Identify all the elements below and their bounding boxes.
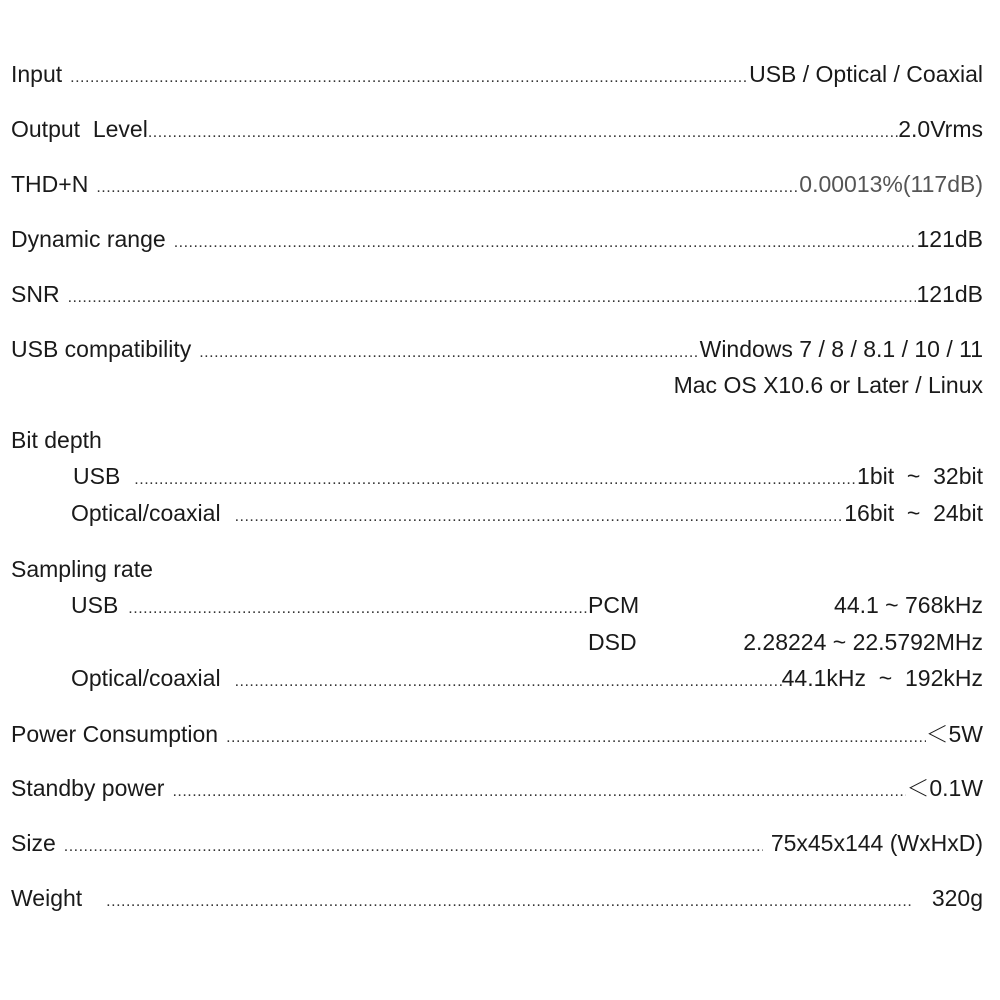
spec-row-power-consumption: [11, 719, 983, 749]
spec-label: Standby power: [11, 775, 165, 801]
dsd-label: DSD: [588, 629, 637, 655]
spec-label: Optical/coaxial: [71, 665, 221, 691]
pcm-value: 44.1 ~ 768kHz: [834, 592, 983, 618]
dot-leader: [128, 594, 588, 624]
section-heading-bit-depth: Bit depth: [11, 427, 102, 453]
section-heading-sampling-rate: Sampling rate: [11, 556, 153, 582]
dot-leader: [235, 667, 782, 697]
spec-value: ＜5W: [925, 721, 983, 747]
spec-row-snr: [11, 279, 983, 309]
dot-leader: [134, 465, 857, 495]
dot-leader: [70, 63, 749, 93]
dot-leader: [174, 228, 917, 258]
pcm-label: PCM: [588, 592, 640, 618]
spec-row-bit-depth-usb: [73, 461, 983, 491]
spec-label: Output Level: [11, 116, 148, 142]
spec-label: USB: [71, 592, 119, 618]
spec-value: 121dB: [916, 226, 983, 252]
dot-leader: [68, 283, 917, 313]
dot-leader: [172, 777, 906, 807]
spec-value: 44.1kHz ~ 192kHz: [781, 665, 983, 691]
dot-leader: [64, 832, 763, 862]
spec-label: Optical/coaxial: [71, 500, 221, 526]
spec-value: ＜0.1W: [906, 775, 983, 801]
spec-value: 320g: [931, 885, 983, 911]
dot-leader: [199, 338, 699, 368]
spec-value: Windows 7 / 8 / 8.1 / 10 / 11: [699, 336, 983, 362]
spec-label: Input: [11, 61, 63, 87]
spec-label: Size: [11, 830, 56, 856]
spec-row-sampling-optical: [71, 663, 983, 693]
dot-leader: [226, 723, 925, 753]
dot-leader: [235, 502, 845, 532]
spec-row-size: [11, 828, 983, 858]
spec-label: Dynamic range: [11, 226, 166, 252]
spec-row-weight: [11, 883, 983, 913]
spec-value: USB / Optical / Coaxial: [749, 61, 983, 87]
spec-label: THD+N: [11, 171, 89, 197]
spec-value: 75x45x144 (WxHxD): [770, 830, 983, 856]
spec-value-line2: Mac OS X10.6 or Later / Linux: [673, 372, 983, 398]
dsd-value: 2.28224 ~ 22.5792MHz: [743, 629, 983, 655]
spec-row-bit-depth-optical: [71, 498, 983, 528]
dot-leader: [148, 118, 898, 148]
spec-label: USB compatibility: [11, 336, 192, 362]
spec-value: 121dB: [916, 281, 983, 307]
dot-leader: [96, 173, 799, 203]
spec-row-sampling-usb: [71, 590, 588, 620]
spec-value: 1bit ~ 32bit: [857, 463, 983, 489]
spec-row-output-level: [11, 114, 983, 144]
spec-label: Weight: [11, 885, 83, 911]
spec-label: SNR: [11, 281, 60, 307]
spec-row-dynamic-range: [11, 224, 983, 254]
dot-leader: [106, 887, 912, 917]
spec-value: 16bit ~ 24bit: [844, 500, 983, 526]
spec-label: USB: [73, 463, 121, 489]
spec-row-input: [11, 59, 983, 89]
spec-row-thd-n: [11, 169, 983, 199]
spec-value: 2.0Vrms: [898, 116, 983, 142]
spec-value: 0.00013%(117dB): [799, 171, 983, 197]
spec-row-usb-compatibility: [11, 334, 983, 364]
spec-row-standby-power: [11, 773, 983, 803]
spec-label: Power Consumption: [11, 721, 219, 747]
